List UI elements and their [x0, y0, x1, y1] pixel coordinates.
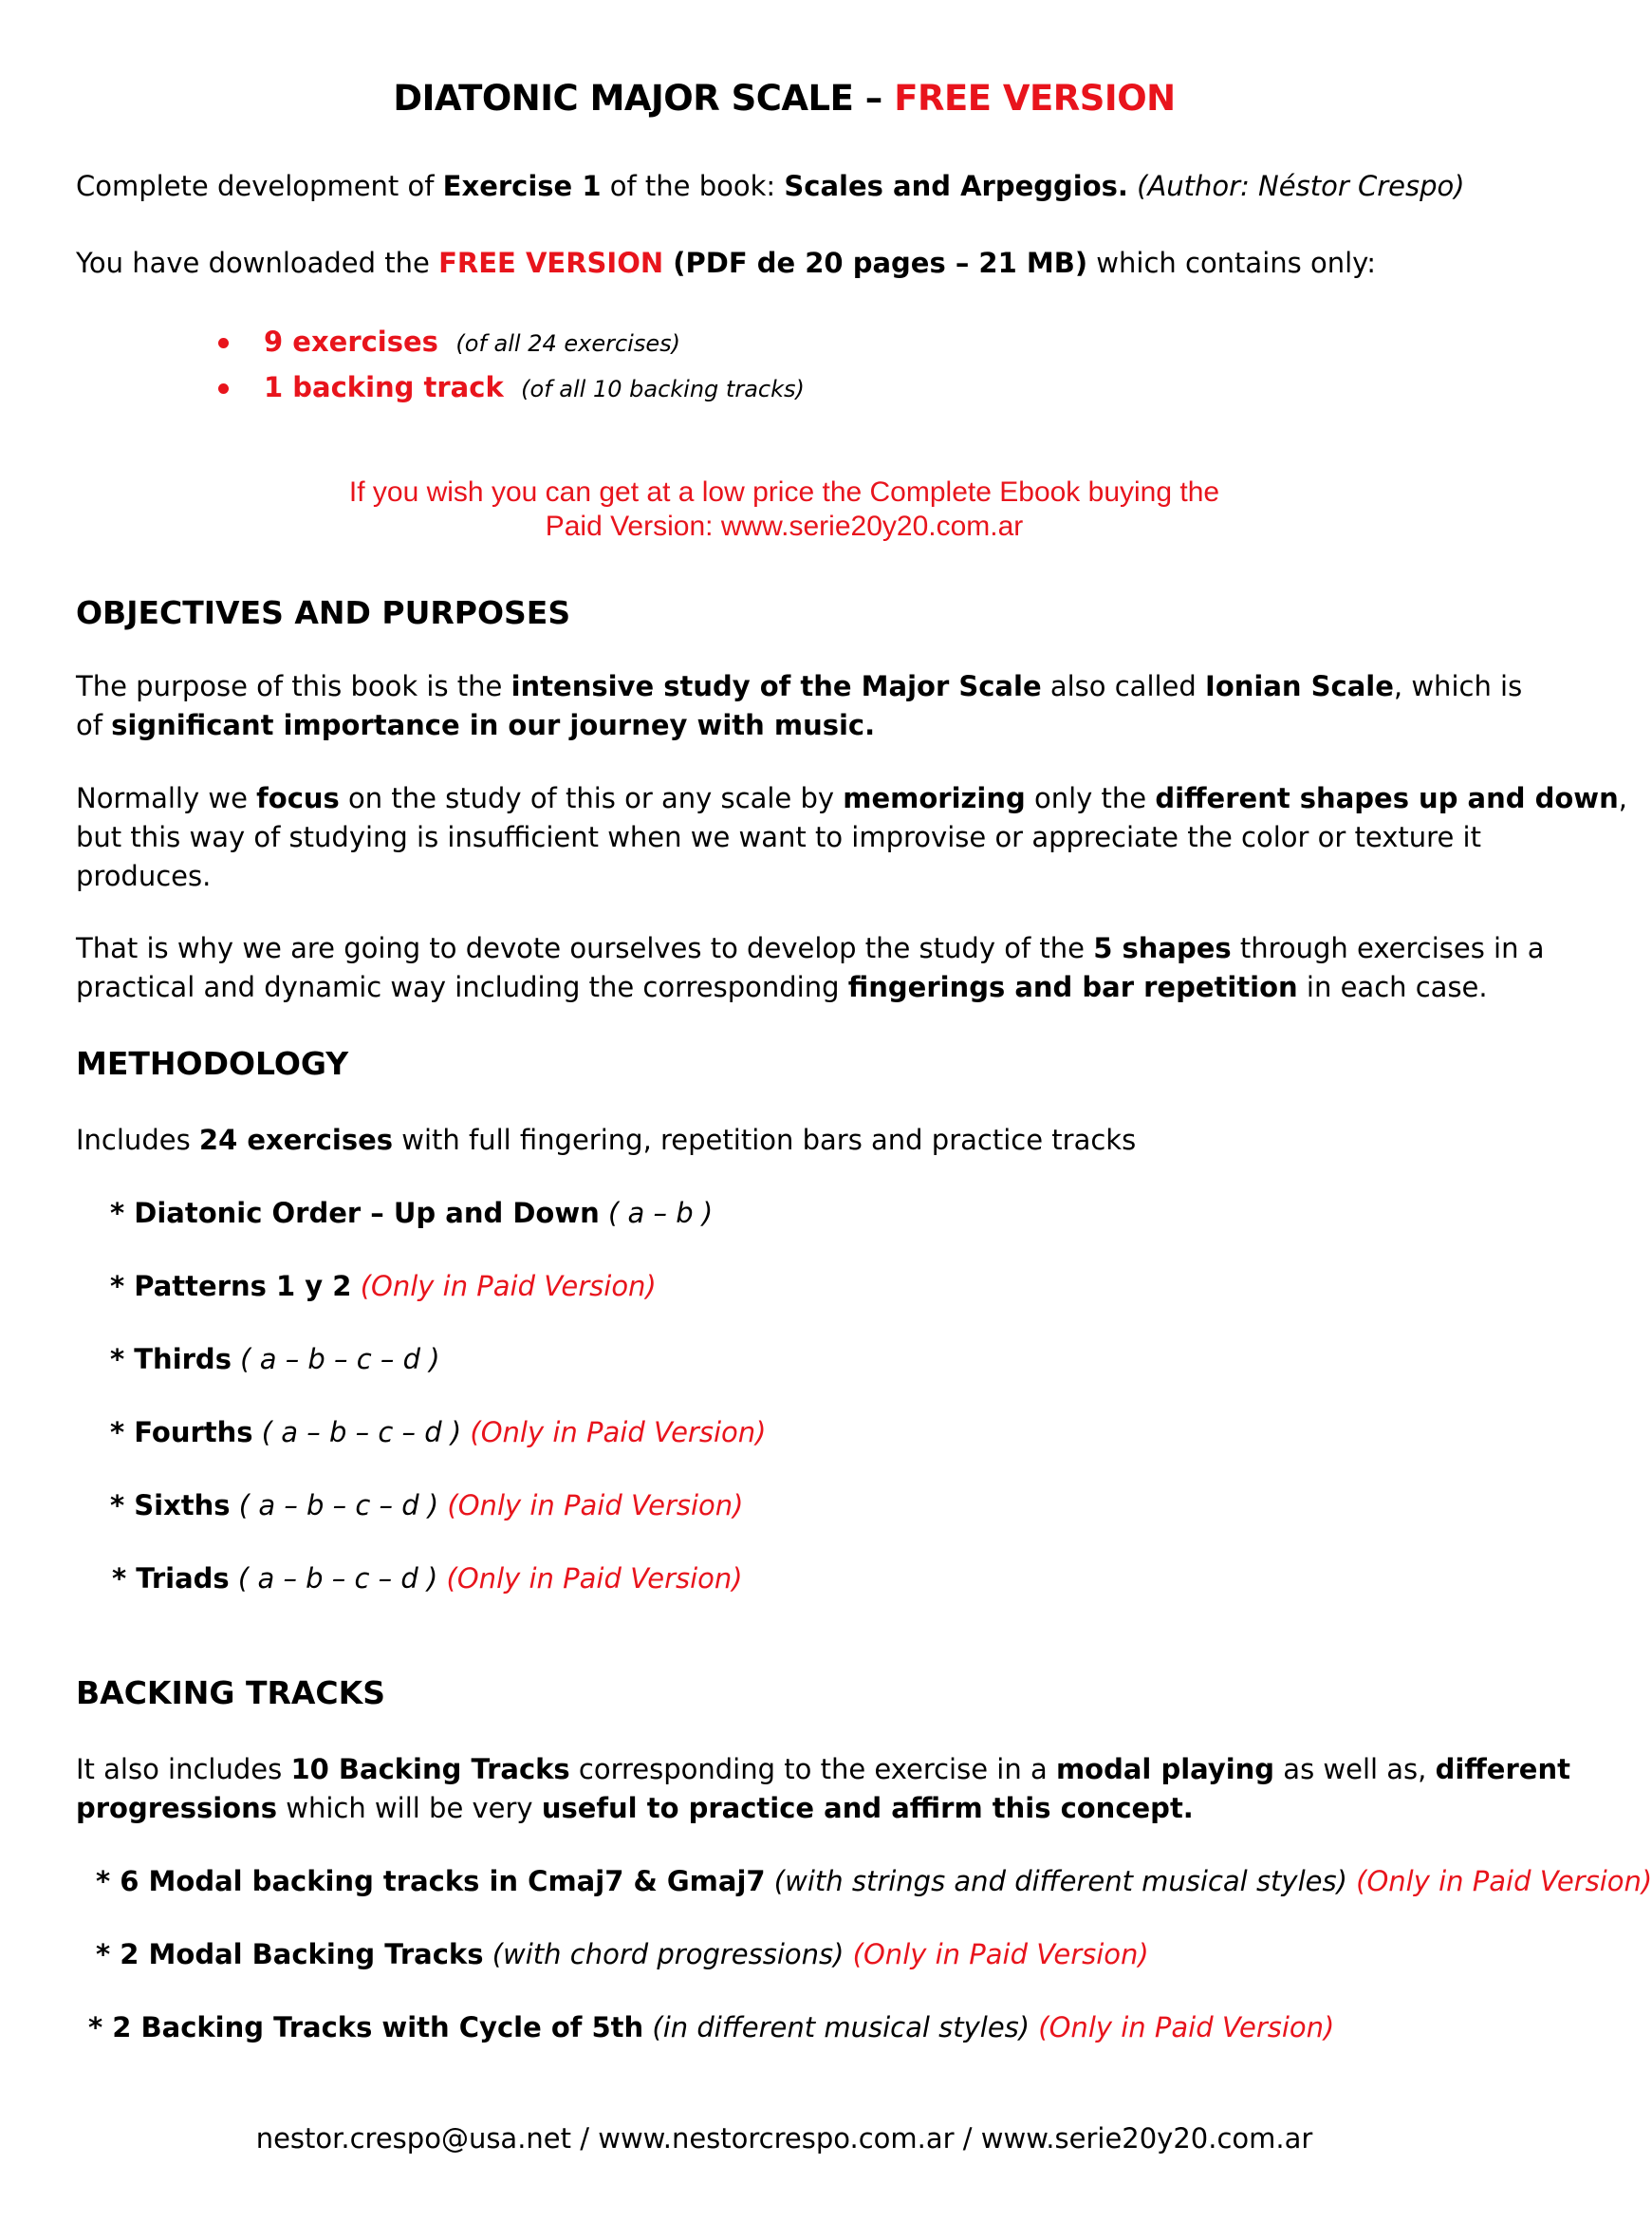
bullet-icon [218, 383, 229, 394]
objectives-paragraph-2-line-3: produces. [76, 860, 212, 892]
text: It also includes [76, 1753, 291, 1785]
text: on the study of this or any scale by [339, 782, 844, 814]
item-note: (with strings and different musical styles) [765, 1865, 1357, 1897]
text-bold: Exercise 1 [442, 170, 602, 202]
text: also called [1041, 670, 1206, 702]
footer-website-1[interactable]: www.nestorcrespo.com.ar [598, 2122, 955, 2155]
footer-separator: / [571, 2122, 599, 2155]
methodology-item [112, 1562, 743, 1595]
bullet-icon [218, 338, 229, 348]
item-label: * Thirds [110, 1343, 232, 1375]
text: as well as, [1274, 1753, 1436, 1785]
methodology-item [110, 1270, 657, 1302]
objectives-paragraph-3 [76, 932, 1545, 964]
text: corresponding to the exercise in a [569, 1753, 1056, 1785]
methodology-heading: METHODOLOGY [76, 1045, 349, 1082]
text: Normally we [76, 782, 257, 814]
objectives-heading: OBJECTIVES AND PURPOSES [76, 594, 571, 631]
free-version-label: FREE VERSION [438, 247, 664, 279]
promo-line-1: If you wish you can get at a low price the Complete Ebook buying the [348, 476, 1220, 508]
footer-website-2[interactable]: www.serie20y20.com.ar [980, 2122, 1313, 2155]
text: You have downloaded the [76, 247, 439, 279]
text-bold: Ionian Scale [1205, 670, 1394, 702]
text: , which is [1393, 670, 1523, 702]
text-bold: fingerings and bar repetition [847, 971, 1298, 1003]
text: through exercises in a [1231, 932, 1545, 964]
title-main: DIATONIC MAJOR SCALE – [393, 78, 895, 119]
methodology-item [110, 1416, 767, 1448]
item-pattern [351, 1270, 360, 1302]
text: which will be very [277, 1792, 542, 1824]
objectives-paragraph-2 [76, 782, 1627, 814]
text-bold: different shapes up and down [1155, 782, 1619, 814]
item-label: * Patterns 1 y 2 [110, 1270, 352, 1302]
paid-note: (Only in Paid Version) [1356, 1865, 1652, 1897]
item-label: * Sixths [110, 1489, 231, 1521]
text: Complete development of [76, 170, 443, 202]
text-bold: focus [256, 782, 340, 814]
paid-note: (Only in Paid Version) [470, 1416, 767, 1448]
intro-paragraph-1 [76, 170, 1465, 202]
text-bold: 5 shapes [1093, 932, 1232, 964]
text: of the book: [601, 170, 785, 202]
title-highlight: FREE VERSION [894, 78, 1176, 119]
bullet-note: (of all 10 backing tracks) [521, 376, 805, 402]
text: Includes [76, 1124, 199, 1156]
text-bold: modal playing [1055, 1753, 1275, 1785]
text: in each case. [1297, 971, 1488, 1003]
page-title [0, 78, 1568, 119]
text: with full fingering, repetition bars and practice tracks [393, 1124, 1137, 1156]
paid-note: (Only in Paid Version) [447, 1489, 744, 1521]
text: practical and dynamic way including the corresponding [76, 971, 848, 1003]
item-note: (with chord progressions) [483, 1938, 853, 1970]
item-pattern: ( a – b – c – d ) [230, 1489, 448, 1521]
intro-paragraph-2 [76, 247, 1376, 279]
objectives-paragraph-3-line-2 [76, 971, 1488, 1003]
text-bold: 24 exercises [198, 1124, 394, 1156]
bullet-note: (of all 24 exercises) [455, 330, 680, 357]
methodology-item [110, 1343, 440, 1375]
item-label: * 2 Modal Backing Tracks [96, 1938, 484, 1970]
text-bold: significant importance in our journey with music. [111, 709, 876, 741]
methodology-intro [76, 1124, 1137, 1156]
bullet-label: 1 backing track [264, 371, 504, 403]
objectives-paragraph-1-line-2 [76, 709, 876, 741]
text-bold: useful to practice and affirm this concept. [541, 1792, 1194, 1824]
backing-tracks-heading: BACKING TRACKS [76, 1674, 385, 1711]
item-label: * Triads [112, 1562, 230, 1595]
backing-item [96, 1865, 1652, 1897]
book-title: Scales and Arpeggios. [784, 170, 1128, 202]
item-note: (in different musical styles) [643, 2011, 1039, 2043]
methodology-item [110, 1197, 714, 1229]
text-bold: memorizing [843, 782, 1026, 814]
promo-line-2: Paid Version: www.serie20y20.com.ar [545, 511, 1024, 542]
footer-separator: / [954, 2122, 981, 2155]
objectives-paragraph-2-line-2: but this way of studying is insufficient when we want to improvise or appreciate the color or texture it [76, 821, 1481, 853]
backing-paragraph-line-2 [76, 1792, 1194, 1824]
backing-paragraph [76, 1753, 1570, 1785]
text-bold: progressions [76, 1792, 278, 1824]
item-label: * Fourths [110, 1416, 253, 1448]
item-pattern: ( a – b ) [599, 1197, 714, 1229]
item-label: * Diatonic Order – Up and Down [110, 1197, 600, 1229]
bullet-item [264, 328, 680, 356]
paid-note: (Only in Paid Version) [360, 1270, 657, 1302]
paid-note: (Only in Paid Version) [852, 1938, 1149, 1970]
text: , [1618, 782, 1627, 814]
author-note: (Author: Néstor Crespo) [1127, 170, 1465, 202]
item-pattern: ( a – b – c – d ) [229, 1562, 447, 1595]
paid-note: (Only in Paid Version) [1038, 2011, 1335, 2043]
pdf-info: (PDF de 20 pages – 21 MB) [663, 247, 1088, 279]
item-label: * 2 Backing Tracks with Cycle of 5th [88, 2011, 644, 2043]
item-pattern: ( a – b – c – d ) [252, 1416, 471, 1448]
text: which contains only: [1087, 247, 1376, 279]
methodology-item [110, 1489, 744, 1521]
text: The purpose of this book is the [76, 670, 511, 702]
objectives-paragraph-1 [76, 670, 1523, 702]
text-bold: different [1435, 1753, 1570, 1785]
backing-item [96, 1938, 1149, 1970]
text: only the [1025, 782, 1156, 814]
footer [0, 2122, 1568, 2155]
text-bold: 10 Backing Tracks [290, 1753, 570, 1785]
text: That is why we are going to devote ourselves to develop the study of the [76, 932, 1094, 964]
item-pattern: ( a – b – c – d ) [231, 1343, 440, 1375]
paid-note: (Only in Paid Version) [446, 1562, 743, 1595]
text-bold: intensive study of the Major Scale [510, 670, 1042, 702]
footer-email[interactable]: nestor.crespo@usa.net [255, 2122, 572, 2155]
item-label: * 6 Modal backing tracks in Cmaj7 & Gmaj7 [96, 1865, 766, 1897]
text: of [76, 709, 112, 741]
backing-item [88, 2011, 1335, 2043]
bullet-label: 9 exercises [264, 326, 438, 358]
bullet-item [264, 371, 805, 403]
